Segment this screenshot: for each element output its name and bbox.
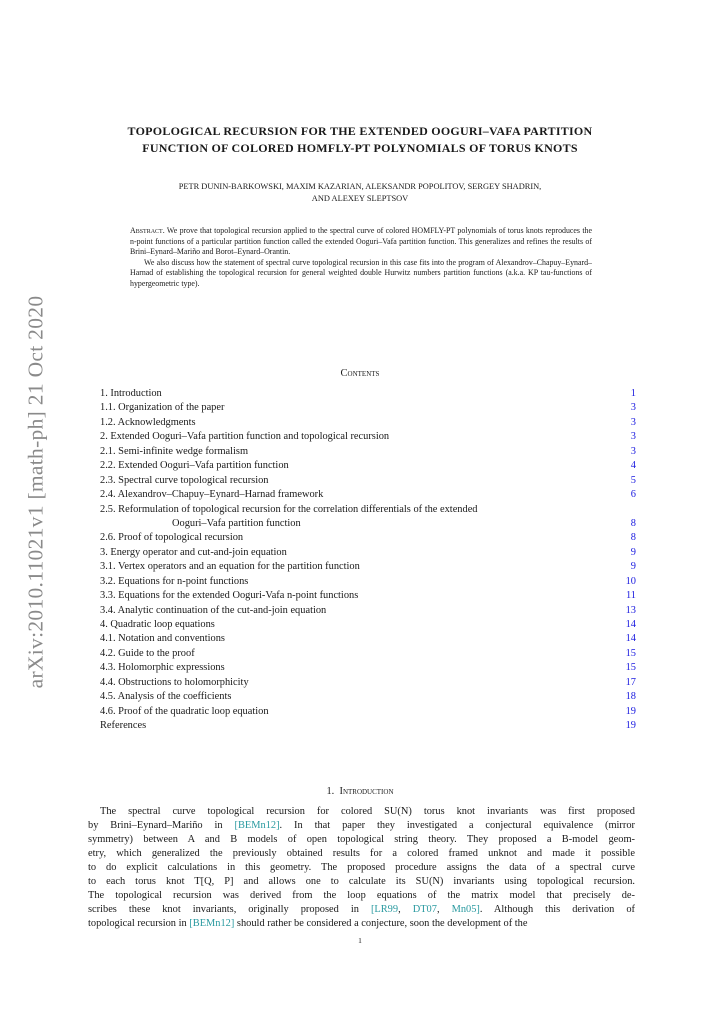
toc-page-link[interactable]: 9 xyxy=(630,546,636,558)
toc-entry-label: 2.6. Proof of topological recursion xyxy=(100,532,244,544)
toc-entry[interactable] xyxy=(100,560,636,574)
body-line xyxy=(88,903,635,917)
body-text: topological recursion in xyxy=(88,918,190,929)
toc-page-link[interactable]: 8 xyxy=(630,517,636,529)
toc-entry-continuation: Ooguri–Vafa partition function xyxy=(172,517,301,529)
toc-page-link[interactable]: 17 xyxy=(625,676,636,688)
toc-entry[interactable] xyxy=(100,589,636,603)
toc-entry-label xyxy=(100,503,596,532)
toc-entry[interactable] xyxy=(100,546,636,560)
section-title: Introduction xyxy=(339,786,394,797)
toc-entry-label: 1.1. Organization of the paper xyxy=(100,402,225,414)
paper-title xyxy=(80,123,640,157)
toc-entry[interactable] xyxy=(100,430,636,444)
body-text: , xyxy=(436,904,452,915)
toc-entry-label: 4.6. Proof of the quadratic loop equation xyxy=(100,705,269,717)
toc-entry-label: 4.4. Obstructions to holomorphicity xyxy=(100,676,249,688)
body-line: to each torus knot T[Q, P] and allows one to calculate its SU(N) invariants using topological recursion. xyxy=(88,876,635,887)
toc-entry-label: 2.1. Semi-infinite wedge formalism xyxy=(100,445,249,457)
body-text: should rather be considered a conjecture, soon the development of the xyxy=(234,918,528,929)
citation-link[interactable]: Mn05] xyxy=(451,904,480,915)
body-line: etry, which generalized the previously obtained results for a colored framed unknot and made it possible xyxy=(88,848,635,859)
abstract-label: Abstract. xyxy=(130,226,165,235)
contents-heading: Contents xyxy=(340,368,380,379)
toc-page-link[interactable]: 15 xyxy=(625,647,636,659)
toc-page-link[interactable]: 18 xyxy=(625,691,636,703)
toc-entry-label: 3.1. Vertex operators and an equation for the partition function xyxy=(100,561,360,573)
toc-entry-label: 4.1. Notation and conventions xyxy=(100,633,225,645)
toc-entry-label: 2.2. Extended Ooguri–Vafa partition function xyxy=(100,460,289,472)
toc-page-link[interactable]: 10 xyxy=(625,575,636,587)
body-text: by Brini–Eynard–Mariño in xyxy=(88,820,235,831)
toc-entry-label: 3.2. Equations for n-point functions xyxy=(100,575,249,587)
toc-entry-label: 3.3. Equations for the extended Ooguri-Vafa n-point functions xyxy=(100,590,359,602)
toc-page-link[interactable]: 3 xyxy=(630,431,636,443)
section-number: 1. xyxy=(326,786,335,797)
body-text: . In that paper they investigated a conjectural equivalence (mirror xyxy=(279,820,635,831)
toc-page-link[interactable]: 3 xyxy=(630,416,636,428)
toc-entry[interactable] xyxy=(100,445,636,459)
toc-entry-label: 4.3. Holomorphic expressions xyxy=(100,662,225,674)
toc-entry-label: 2.3. Spectral curve topological recursion xyxy=(100,474,269,486)
toc-entry-label: 2. Extended Ooguri–Vafa partition function and topological recursion xyxy=(100,431,390,443)
toc-entry-label: 3.4. Analytic continuation of the cut-and-join equation xyxy=(100,604,327,616)
toc-entry[interactable] xyxy=(100,575,636,589)
table-of-contents xyxy=(100,387,636,734)
toc-page-link[interactable]: 6 xyxy=(630,489,636,501)
arxiv-stamp xyxy=(14,282,58,702)
toc-entry[interactable] xyxy=(100,661,636,675)
toc-page-link[interactable]: 14 xyxy=(625,619,636,630)
body-text: scribes these knot invariants, originally proposed in xyxy=(88,904,371,915)
toc-entry[interactable] xyxy=(100,618,636,632)
section-heading xyxy=(0,786,720,797)
body-line: symmetry) between A and B models of open topological string theory. They proposed a B-model geom- xyxy=(88,834,635,845)
body-line: to do explicit calculations in this geometry. The proposed procedure assigns the data of a spectral curve xyxy=(88,862,635,873)
abstract-paragraph-2: We also discuss how the statement of spectral curve topological recursion in this case fits into the program of Alexandrov–Chapuy–Eynard–Harnad of establishing the topological recursion for general weighted double Hurwitz numbers partition functions (a.k.a. KP tau-functions of hypergeometric type). xyxy=(130,257,592,288)
author-list xyxy=(90,181,630,204)
body-text: . Although this derivation of xyxy=(479,904,636,915)
toc-page-link[interactable]: 5 xyxy=(630,474,636,486)
toc-entry-label-text: 2.5. Reformulation of topological recursion for the correlation differentials of the extended xyxy=(100,503,478,515)
toc-page-link[interactable]: 13 xyxy=(625,604,636,616)
introduction-body xyxy=(88,805,635,931)
toc-entry[interactable] xyxy=(100,387,636,401)
toc-entry[interactable] xyxy=(100,416,636,430)
toc-entry[interactable] xyxy=(100,488,636,502)
toc-entry-label: 1.2. Acknowledgments xyxy=(100,416,196,428)
toc-entry[interactable] xyxy=(100,705,636,719)
toc-entry-label: 2.4. Alexandrov–Chapuy–Eynard–Harnad framework xyxy=(100,489,324,501)
body-line xyxy=(88,917,635,931)
toc-page-link[interactable]: 11 xyxy=(625,590,636,602)
toc-page-link[interactable]: 4 xyxy=(630,460,636,472)
citation-link[interactable]: DT07 xyxy=(412,904,437,915)
toc-page-link[interactable]: 19 xyxy=(625,705,636,717)
toc-entry[interactable] xyxy=(100,503,636,532)
toc-entry-label: 4. Quadratic loop equations xyxy=(100,619,215,631)
toc-entry-label: 4.2. Guide to the proof xyxy=(100,647,195,659)
toc-entry[interactable] xyxy=(100,676,636,690)
toc-entry[interactable] xyxy=(100,719,636,733)
toc-page-link[interactable]: 19 xyxy=(625,720,636,732)
toc-entry[interactable] xyxy=(100,531,636,545)
toc-entry-label: 1. Introduction xyxy=(100,388,162,399)
title-line-2: FUNCTION OF COLORED HOMFLY-PT POLYNOMIALS OF TORUS KNOTS xyxy=(142,141,578,155)
title-line-1: TOPOLOGICAL RECURSION FOR THE EXTENDED OOGURI–VAFA PARTITION xyxy=(127,124,593,138)
citation-link[interactable]: [BEMn12] xyxy=(234,820,280,831)
citation-link[interactable]: [BEMn12] xyxy=(189,918,235,929)
body-line: The spectral curve topological recursion for colored SU(N) torus knot invariants was first proposed xyxy=(100,806,635,817)
toc-page-link[interactable]: 8 xyxy=(630,532,636,544)
authors-line-1: PETR DUNIN-BARKOWSKI, MAXIM KAZARIAN, ALEKSANDR POPOLITOV, SERGEY SHADRIN, xyxy=(178,182,542,191)
toc-page-link[interactable]: 14 xyxy=(625,633,636,645)
toc-page-link[interactable]: 3 xyxy=(630,445,636,457)
body-line xyxy=(88,819,635,833)
toc-entry[interactable] xyxy=(100,632,636,646)
abstract xyxy=(130,226,592,290)
arxiv-identifier: arXiv:2010.11021v1 [math-ph] 21 Oct 2020 xyxy=(23,295,48,689)
toc-entry[interactable] xyxy=(100,690,636,704)
toc-entry-label: 3. Energy operator and cut-and-join equation xyxy=(100,546,287,558)
citation-link[interactable]: [LR99 xyxy=(370,904,399,915)
body-line: The topological recursion was derived from the loop equations of the matrix model that precisely de- xyxy=(88,890,635,901)
toc-entry[interactable] xyxy=(100,604,636,618)
authors-line-2: AND ALEXEY SLEPTSOV xyxy=(311,193,409,203)
abstract-paragraph-1 xyxy=(130,226,592,258)
toc-page-link[interactable]: 15 xyxy=(625,662,636,674)
toc-entry-label: References xyxy=(100,720,147,732)
toc-page-link[interactable]: 9 xyxy=(630,561,636,573)
toc-entry[interactable] xyxy=(100,647,636,661)
toc-page-link[interactable]: 1 xyxy=(630,387,636,399)
toc-entry[interactable] xyxy=(100,459,636,473)
toc-page-link[interactable]: 3 xyxy=(630,402,636,414)
page-number: 1 xyxy=(358,936,362,945)
toc-entry[interactable] xyxy=(100,401,636,415)
toc-entry-label: 4.5. Analysis of the coefficients xyxy=(100,691,232,703)
abstract-text-1: We prove that topological recursion applied to the spectral curve of colored HOMFLY-PT polynomials of torus knots reproduces the n-point functions of a particular partition function called the extended Ooguri–Vafa partition function. This generalizes and refines the results of Brini–Eynard–Mariño and Borot–Eynard–Orantin. xyxy=(130,226,592,257)
body-text: , xyxy=(398,904,413,915)
toc-entry[interactable] xyxy=(100,474,636,488)
